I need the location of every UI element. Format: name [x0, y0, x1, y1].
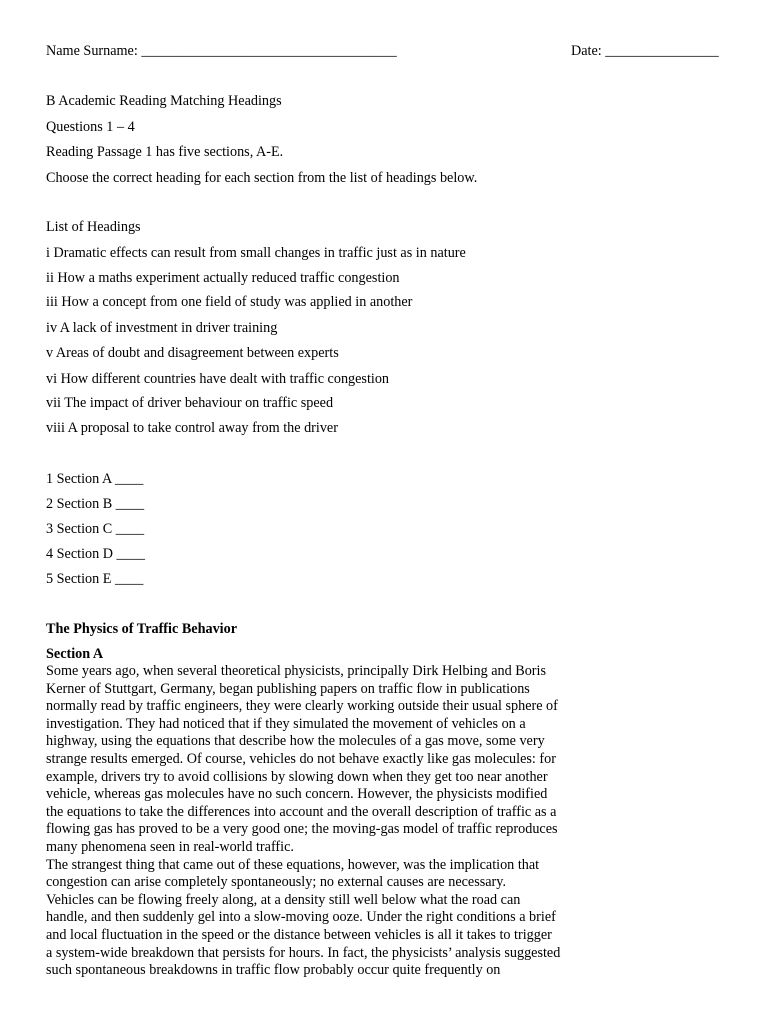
- instructions-choose: Choose the correct heading for each section from the list of headings below.: [46, 170, 478, 186]
- heading-item: iii How a concept from one field of study was applied in another: [46, 294, 413, 310]
- question-answer-blank[interactable]: 4 Section D ____: [46, 546, 145, 562]
- passage-line: such spontaneous breakdowns in traffic flow probably occur quite frequently on: [46, 962, 501, 979]
- passage-body: [46, 663, 566, 980]
- heading-item: ii How a maths experiment actually reduced traffic congestion: [46, 270, 400, 286]
- headings-title: List of Headings: [46, 219, 141, 235]
- question-answer-blank[interactable]: 1 Section A ____: [46, 471, 144, 487]
- worksheet-title: B Academic Reading Matching Headings: [46, 93, 282, 109]
- passage-line: Some years ago, when several theoretical physicists, principally Dirk Helbing and Boris: [46, 663, 546, 679]
- question-answer-blank[interactable]: 2 Section B ____: [46, 496, 145, 512]
- passage-line: The strangest thing that came out of these equations, however, was the implication that: [46, 856, 540, 873]
- passage-line: the equations to take the differences into account and the overall description of traffic as a: [46, 803, 557, 820]
- instructions-sections: Reading Passage 1 has five sections, A-E.: [46, 144, 284, 160]
- passage-line: flowing gas has proved to be a very good one; the moving-gas model of traffic reproduces: [46, 821, 558, 838]
- name-surname-field[interactable]: Name Surname: ____________________________________: [46, 43, 397, 59]
- question-answer-blank[interactable]: 5 Section E ____: [46, 571, 144, 587]
- question-answer-blank[interactable]: 3 Section C ____: [46, 521, 145, 537]
- passage-line: investigation. They had noticed that if they simulated the movement of vehicles on a: [46, 715, 526, 732]
- passage-line: Vehicles can be flowing freely along, at a density still well below what the road can: [46, 891, 521, 908]
- heading-item: vi How different countries have dealt with traffic congestion: [46, 371, 390, 387]
- heading-item: i Dramatic effects can result from small changes in traffic just as in nature: [46, 245, 466, 261]
- passage-line: example, drivers try to avoid collisions by slowing down when they get too near another: [46, 768, 548, 785]
- passage-line: a system-wide breakdown that persists for hours. In fact, the physicists’ analysis suggested: [46, 944, 561, 961]
- passage-line: vehicle, whereas gas molecules have no such concern. However, the physicists modified: [46, 786, 548, 803]
- passage-line: normally read by traffic engineers, they were clearly working outside their usual sphere of: [46, 698, 558, 715]
- date-field[interactable]: Date: ________________: [571, 43, 719, 59]
- passage-line: Kerner of Stuttgart, Germany, began publishing papers on traffic flow in publications: [46, 680, 530, 697]
- passage-line: congestion can arise completely spontaneously; no external causes are necessary.: [46, 874, 506, 891]
- passage-line: handle, and then suddenly gel into a slow-moving ooze. Under the right conditions a brief: [46, 909, 556, 926]
- section-label: Section A: [46, 646, 104, 662]
- passage-line: highway, using the equations that describe how the molecules of a gas move, some very: [46, 733, 545, 750]
- passage-line: many phenomena seen in real-world traffic.: [46, 838, 294, 855]
- heading-item: vii The impact of driver behaviour on traffic speed: [46, 395, 334, 411]
- questions-range: Questions 1 – 4: [46, 119, 135, 135]
- heading-item: v Areas of doubt and disagreement between experts: [46, 345, 339, 361]
- heading-item: iv A lack of investment in driver training: [46, 320, 278, 336]
- passage-line: and local fluctuation in the speed or the distance between vehicles is all it takes to trigger: [46, 926, 552, 943]
- passage-title: The Physics of Traffic Behavior: [46, 621, 237, 637]
- heading-item: viii A proposal to take control away from the driver: [46, 420, 338, 436]
- passage-line: strange results emerged. Of course, vehicles do not behave exactly like gas molecules: for: [46, 750, 556, 767]
